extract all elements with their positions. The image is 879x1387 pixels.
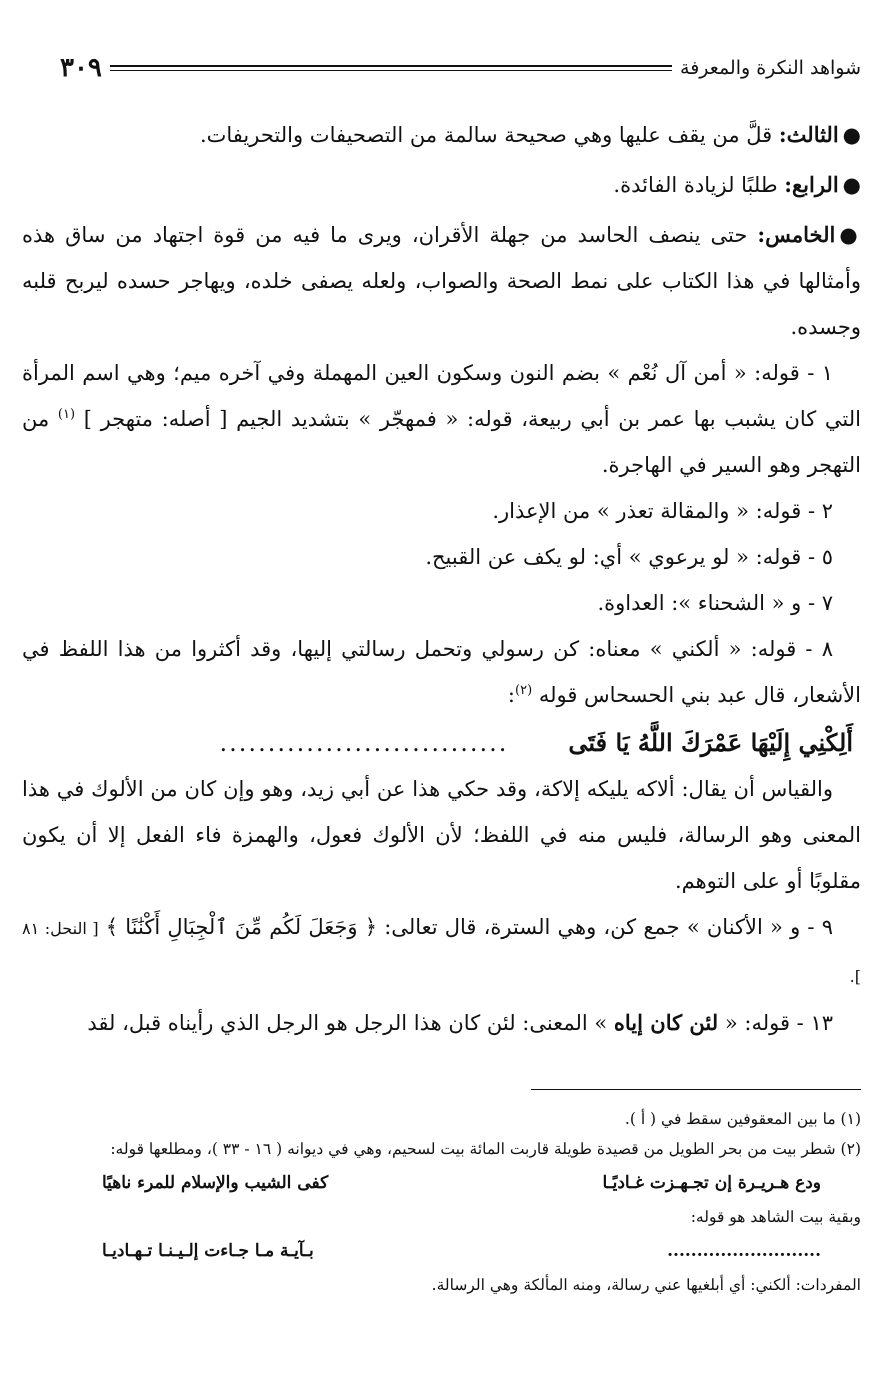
point-text: طلبًا لزيادة الفائدة. (613, 173, 778, 197)
point-third (22, 112, 861, 158)
note-9: ٩ - و « الأكنان » جمع كن، وهي السترة، قال تعالى: ﴿ وَجَعَلَ لَكُم مِّنَ ٱلْجِبَالِ أَكْنَٰنًا ﴾ [ النحل: ٨١ ]. (22, 915, 861, 986)
quoted-phrase: لئن كان إياه (613, 1010, 719, 1035)
footnote-divider (531, 1089, 861, 1090)
footnotes (22, 1104, 861, 1300)
verse-hemistich: بـآيـة مـا جـاءت إلـيـنـا تـهـاديـا (102, 1241, 314, 1261)
verse-hemistich: كفى الشيب والإسلام للمرء ناهيًا (102, 1173, 329, 1193)
qiyas-paragraph: والقياس أن يقال: ألاكه يليكه إلاكة، وقد حكي هذا عن أبي زيد، وهو وإن كان من الألوك في هذا المعنى وهو الرسالة، فليس منه في اللفظ؛ لأن الألوك فعول، والهمزة فاء الفعل إلا أن يكون مقلوبًا أو على التوهم. (22, 777, 861, 893)
note-2: ٢ - قوله: « والمقالة تعذر » من الإعذار. (492, 499, 833, 523)
verse-hemistich: أَلِكْنِي إِلَيْهَا عَمْرَكَ اللَّهُ يَا فَتَى (568, 728, 853, 757)
verse-ellipsis: .......................... (667, 1241, 821, 1261)
footnote-2: (٢) شطر بيت من بحر الطويل من قصيدة طويلة قاربت المائة بيت لسحيم، وهي في ديوانه ( ١٦ - ٣٣ )، ومطلعها قوله: (110, 1140, 861, 1158)
header-title: شواهد النكرة والمعرفة (680, 57, 861, 79)
point-label: الرابع: (784, 172, 839, 197)
note-8: ٨ - قوله: « ألكني » معناه: كن رسولي وتحمل رسالتي إليها، وقد أكثروا من هذا اللفظ في الأشعار، قال عبد بني الحسحاس قوله $^{(٢)}$: (22, 637, 861, 707)
footnote-1: (١) ما بين المعقوفين سقط في ( أ ). (624, 1110, 861, 1128)
header-rule (110, 65, 672, 71)
point-label: الخامس: (757, 222, 836, 247)
note-1: ١ - قوله: « أمن آل نُعْم » بضم النون وسكون العين المهملة وفي آخره ميم؛ وهي اسم المرأة التي كان يشبب بها عمر بن أبي ربيعة، قوله: « فمهجّر » بتشديد الجيم [ أصله: متهجر ] $^{(١)}$ من التهجر وهو السير في الهاجرة. (22, 361, 862, 477)
footnote-verse-2 (22, 1232, 861, 1270)
footnote-ref: (١) (57, 407, 76, 422)
verse-hemistich: ودع هـريـرة إن تجـهـزت غـاديًـا (602, 1173, 821, 1193)
note-5: ٥ - قوله: « لو يرعوي » أي: لو يكف عن القبيح. (425, 545, 833, 569)
bullet-icon: ● (842, 172, 861, 197)
main-text (22, 112, 861, 1046)
point-label: الثالث: (778, 122, 839, 147)
quran-reference: [ النحل: ٨١ ]. (22, 919, 861, 986)
verse-ellipsis: .............................. (219, 729, 509, 757)
point-text: قلَّ من يقف عليها وهي صحيحة سالمة من التصحيفات والتحريفات. (199, 123, 773, 147)
bullet-icon: ● (842, 122, 861, 147)
note-13: ١٣ - قوله: « لئن كان إياه » المعنى: لئن كان هذا الرجل هو الرجل الذي رأيناه قبل، لقد (87, 1010, 833, 1035)
footnote-ref: (٢) (515, 683, 533, 698)
running-header (60, 48, 861, 88)
quran-quote: ﴿ وَجَعَلَ لَكُم مِّنَ ٱلْجِبَالِ أَكْنَٰنًا ﴾ (105, 915, 378, 939)
footnote-verse-1 (22, 1164, 861, 1202)
footnote-rest-intro: وبقية بيت الشاهد هو قوله: (690, 1208, 861, 1226)
point-fifth (22, 212, 861, 350)
bullet-icon: ● (839, 222, 861, 247)
poetry-verse (22, 718, 861, 766)
note-7: ٧ - و « الشحناء »: العداوة. (597, 591, 833, 615)
page-number: ٣٠٩ (60, 53, 102, 83)
footnote-vocabulary: المفردات: ألكني: أي أبلغيها عني رسالة، ومنه المألكة وهي الرسالة. (431, 1276, 861, 1294)
point-text: حتى ينصف الحاسد من جهلة الأقران، ويرى ما فيه من قوة اجتهاد من ساق هذه وأمثالها في هذا الكتاب على نمط الصحة والصواب، ولعله يصفى خلده، ويهاجر حسده ليربح قلبه وجسده. (22, 223, 861, 339)
point-fourth (22, 162, 861, 208)
